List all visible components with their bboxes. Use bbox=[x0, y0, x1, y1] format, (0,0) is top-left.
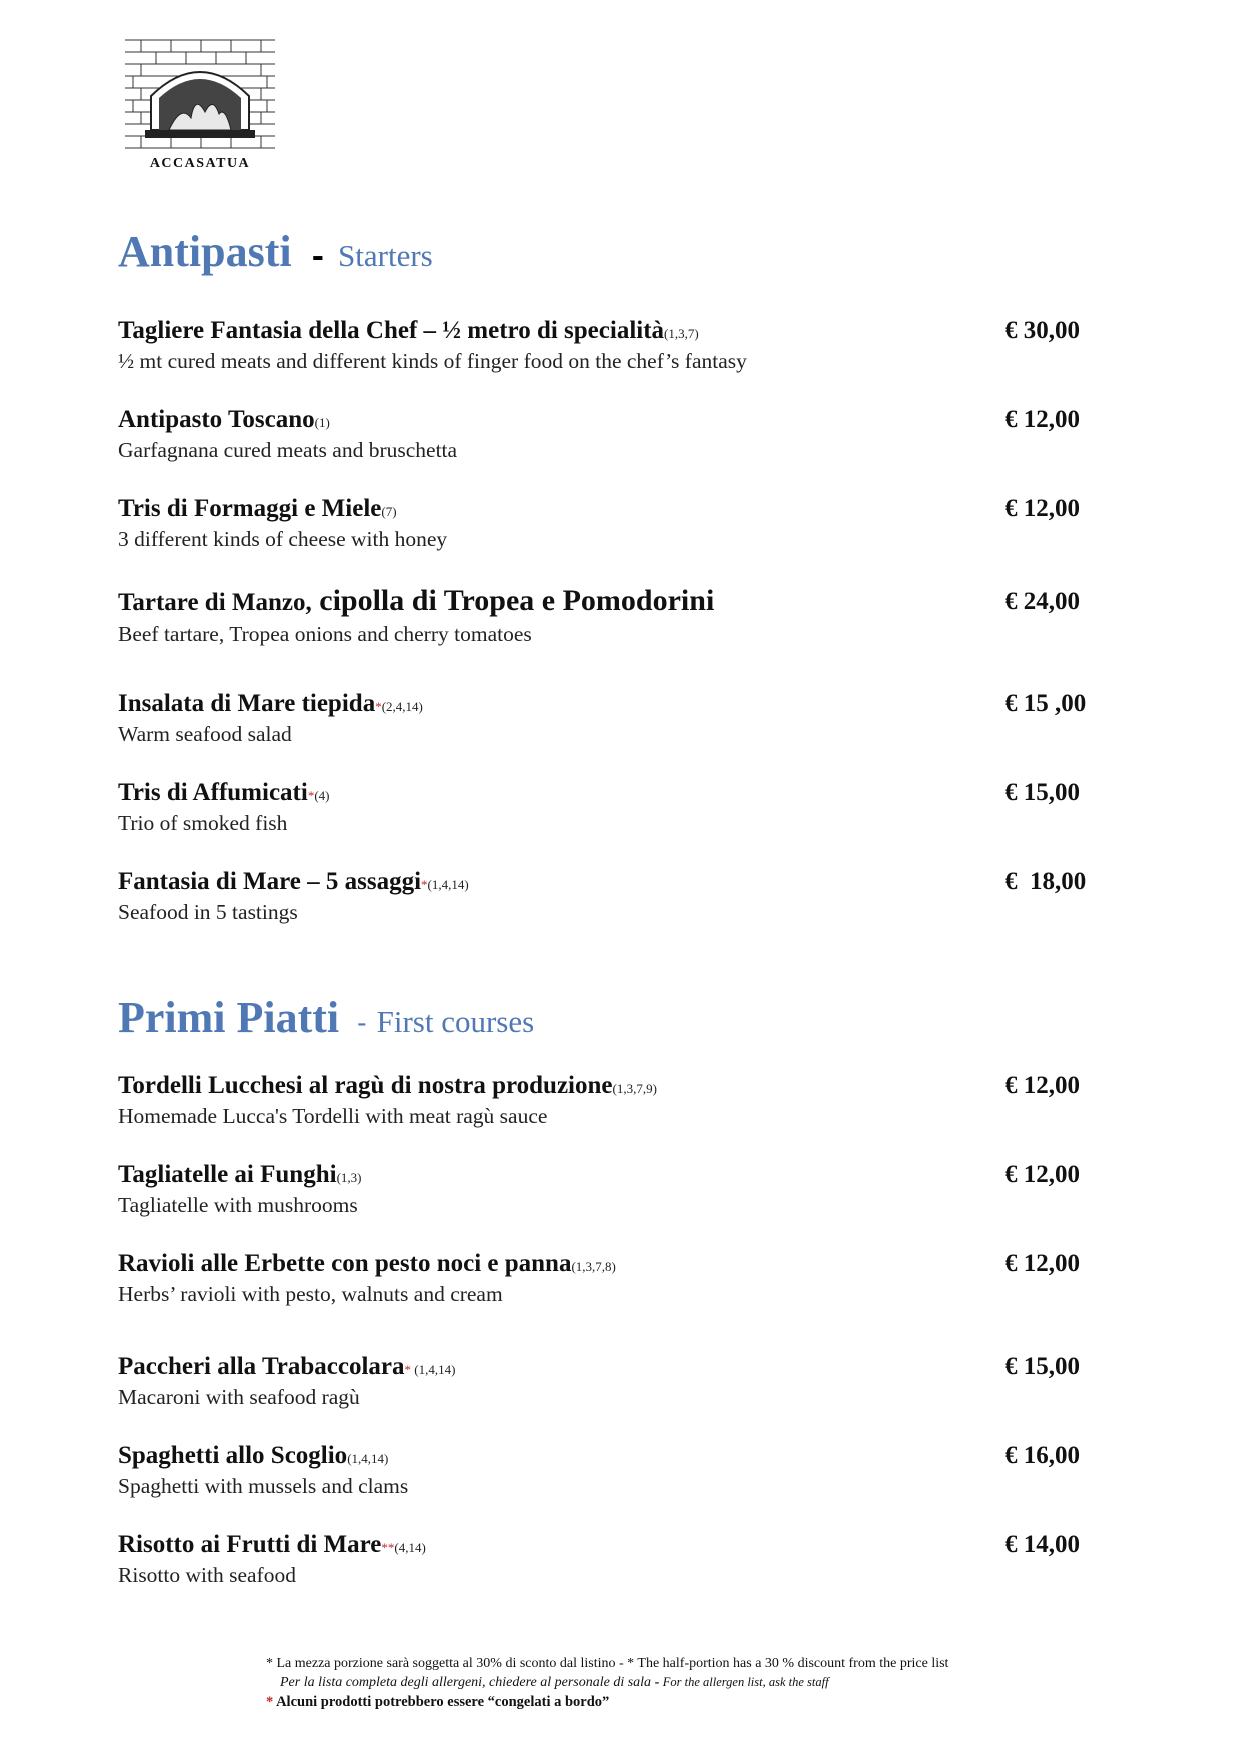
section-header-primi bbox=[118, 992, 1118, 1043]
star-mark: * bbox=[375, 699, 382, 714]
menu-item bbox=[118, 586, 1118, 648]
section-header-antipasti bbox=[118, 226, 1118, 277]
item-name: Tris di Formaggi e Miele(7) bbox=[118, 495, 397, 522]
item-price: € 12,00 bbox=[1005, 1072, 1080, 1099]
star-mark: * bbox=[307, 788, 315, 803]
allergen-codes: (1,3,7) bbox=[664, 326, 699, 341]
menu-item bbox=[118, 1442, 1118, 1504]
item-name: Tris di Affumicati*(4) bbox=[118, 779, 330, 806]
menu-item bbox=[118, 317, 1118, 379]
item-description: Tagliatelle with mushrooms bbox=[118, 1193, 358, 1217]
item-description: Spaghetti with mussels and clams bbox=[118, 1474, 409, 1498]
section-title: Primi Piatti bbox=[118, 993, 340, 1042]
section-title: Antipasti bbox=[118, 227, 292, 276]
allergen-codes: (4,14) bbox=[394, 1540, 426, 1555]
item-price: € 24,00 bbox=[1005, 588, 1080, 615]
allergen-codes: (1) bbox=[314, 415, 330, 430]
menu-item bbox=[118, 1161, 1118, 1223]
menu-item bbox=[118, 406, 1118, 468]
allergen-codes: (1,4,14) bbox=[427, 877, 469, 892]
item-price: € 12,00 bbox=[1005, 1161, 1080, 1188]
menu-item bbox=[118, 1531, 1118, 1593]
item-price: € 15,00 bbox=[1005, 779, 1080, 806]
item-name: Spaghetti allo Scoglio(1,4,14) bbox=[118, 1442, 389, 1469]
menu-item bbox=[118, 1072, 1118, 1134]
item-description: Macaroni with seafood ragù bbox=[118, 1385, 360, 1409]
item-price: € 30,00 bbox=[1005, 317, 1080, 344]
item-price: € 14,00 bbox=[1005, 1531, 1080, 1558]
item-price: € 12,00 bbox=[1005, 406, 1080, 433]
star-mark: ** bbox=[381, 1540, 395, 1555]
menu-item bbox=[118, 779, 1118, 841]
item-description: ½ mt cured meats and different kinds of finger food on the chef’s fantasy bbox=[118, 349, 747, 373]
allergen-codes: (7) bbox=[381, 504, 397, 519]
item-price: € 12,00 bbox=[1005, 495, 1080, 522]
allergen-codes: (1,3,7,8) bbox=[571, 1259, 616, 1274]
item-name: Paccheri alla Trabaccolara* (1,4,14) bbox=[118, 1353, 456, 1380]
allergen-codes: (4) bbox=[314, 788, 330, 803]
item-name: Tordelli Lucchesi al ragù di nostra produzione(1,3,7,9) bbox=[118, 1072, 657, 1099]
frozen-products-note: * Alcuni prodotti potrebbero essere “congelati a bordo” bbox=[266, 1694, 610, 1710]
section-subtitle: First courses bbox=[376, 1004, 535, 1039]
star-mark: * bbox=[404, 1362, 411, 1377]
item-name: Ravioli alle Erbette con pesto noci e panna(1,3,7,8) bbox=[118, 1250, 616, 1277]
item-name: Antipasto Toscano(1) bbox=[118, 406, 330, 433]
item-description: Homemade Lucca's Tordelli with meat ragù sauce bbox=[118, 1104, 548, 1128]
menu-item bbox=[118, 495, 1118, 557]
item-description: Garfagnana cured meats and bruschetta bbox=[118, 438, 458, 462]
allergen-codes: (1,4,14) bbox=[411, 1362, 456, 1377]
allergen-codes: (1,3) bbox=[336, 1170, 362, 1185]
item-price: € 18,00 bbox=[1005, 868, 1087, 895]
item-description: Trio of smoked fish bbox=[118, 811, 288, 835]
allergen-note: Per la lista completa degli allergeni, chiedere al personale di sala - For the allergen list, ask the staff bbox=[280, 1675, 829, 1690]
footer-notes bbox=[266, 1656, 1126, 1711]
star-mark: * bbox=[421, 877, 428, 892]
allergen-codes: (1,3,7,9) bbox=[612, 1081, 657, 1096]
menu-item bbox=[118, 868, 1118, 930]
item-price: € 16,00 bbox=[1005, 1442, 1080, 1469]
item-description: 3 different kinds of cheese with honey bbox=[118, 527, 448, 551]
restaurant-logo-name: ACCASATUA bbox=[149, 156, 251, 171]
restaurant-logo bbox=[121, 34, 279, 174]
item-name: Tartare di Manzo, cipolla di Tropea e Pomodorini bbox=[118, 584, 715, 617]
item-description: Risotto with seafood bbox=[118, 1563, 296, 1587]
item-price: € 15,00 bbox=[1005, 1353, 1080, 1380]
section-dash: - bbox=[311, 239, 325, 274]
item-description: Seafood in 5 tastings bbox=[118, 900, 298, 924]
section-subtitle: Starters bbox=[338, 238, 433, 273]
allergen-codes: (2,4,14) bbox=[381, 699, 423, 714]
item-price: € 15 ,00 bbox=[1005, 690, 1087, 717]
menu-item bbox=[118, 1250, 1118, 1312]
section-dash: - bbox=[357, 1006, 367, 1039]
half-portion-note: * La mezza porzione sarà soggetta al 30% di sconto dal listino - * The half-portion has a 30 % discount from the price list bbox=[266, 1656, 949, 1671]
allergen-codes: (1,4,14) bbox=[347, 1451, 389, 1466]
item-name: Tagliere Fantasia della Chef – ½ metro di specialità(1,3,7) bbox=[118, 317, 699, 344]
menu-item bbox=[118, 1353, 1118, 1415]
item-price: € 12,00 bbox=[1005, 1250, 1080, 1277]
item-name: Tagliatelle ai Funghi(1,3) bbox=[118, 1161, 362, 1188]
item-name: Insalata di Mare tiepida*(2,4,14) bbox=[118, 690, 423, 717]
item-description: Herbs’ ravioli with pesto, walnuts and cream bbox=[118, 1282, 503, 1306]
item-description: Beef tartare, Tropea onions and cherry tomatoes bbox=[118, 622, 532, 646]
item-name: Risotto ai Frutti di Mare**(4,14) bbox=[118, 1531, 426, 1558]
menu-item bbox=[118, 690, 1118, 752]
item-description: Warm seafood salad bbox=[118, 722, 292, 746]
item-name: Fantasia di Mare – 5 assaggi*(1,4,14) bbox=[118, 868, 469, 895]
